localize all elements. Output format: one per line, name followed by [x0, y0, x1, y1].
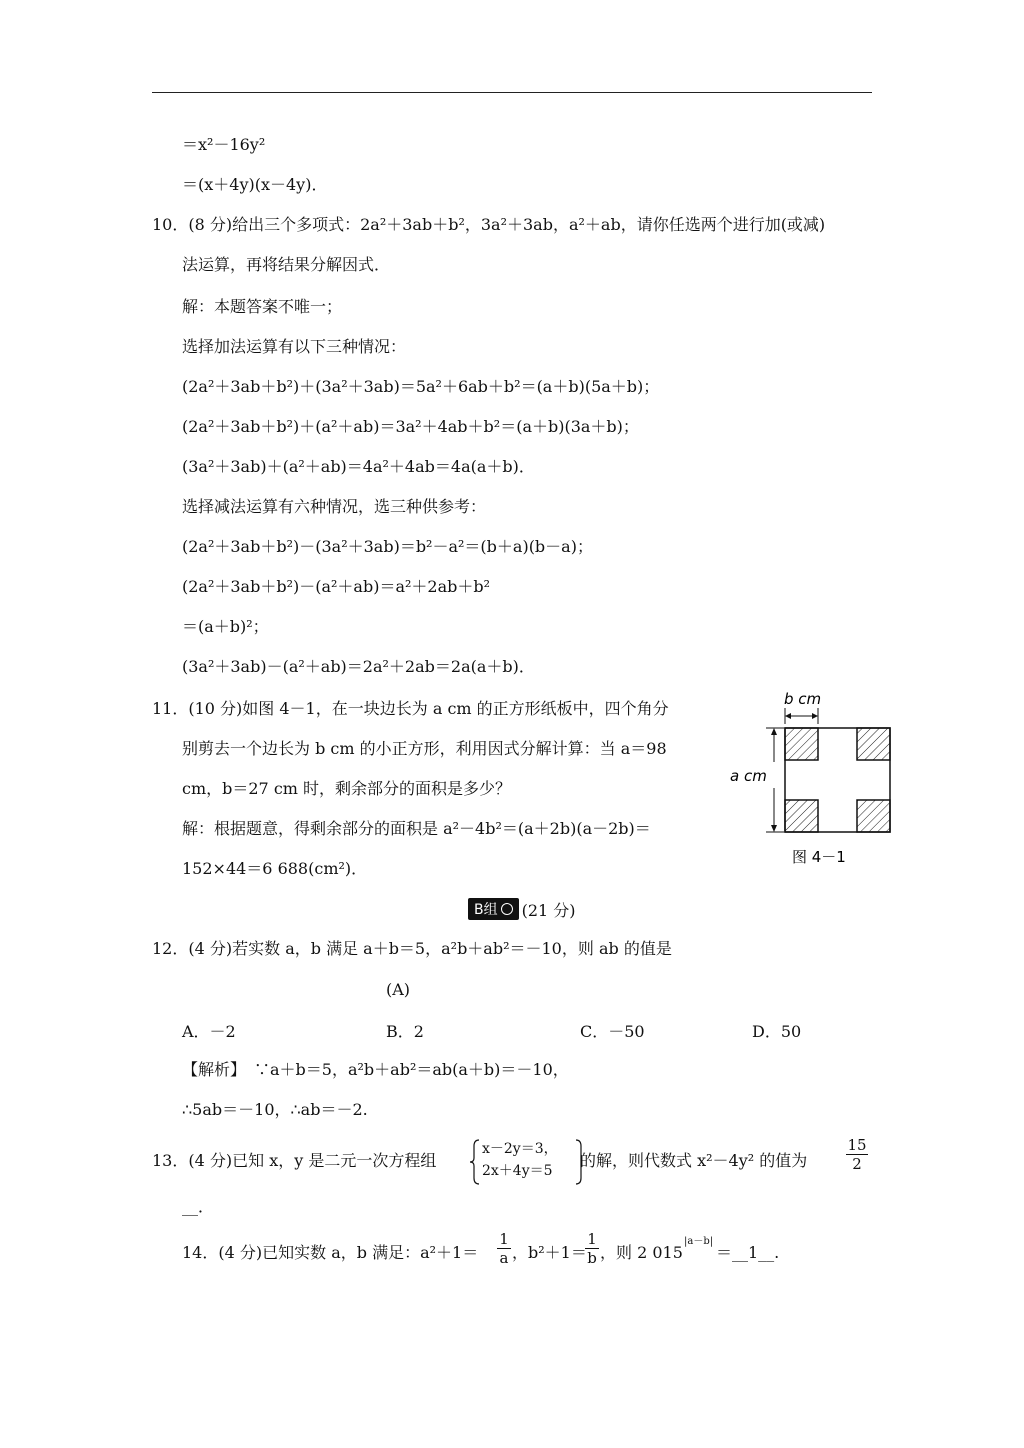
text-line: ＝(x＋4y)(x－4y)．: [182, 175, 328, 194]
figure-4-1: [728, 684, 898, 868]
q14-fraction-2: [585, 1230, 599, 1267]
figure-square-diagram: [728, 684, 898, 868]
fraction-numerator: 15: [847, 1136, 867, 1154]
q13-answer-fraction: [846, 1136, 868, 1173]
q14-fraction-1: [497, 1230, 511, 1267]
text-line: 的解，则代数式 x²－4y² 的值为: [580, 1151, 808, 1170]
corner-square-tl: [785, 728, 818, 760]
equation-2: 2x＋4y＝5: [482, 1163, 553, 1179]
text-line: ，b²＋1＝: [512, 1243, 587, 1262]
solution-line: ＝(a＋b)²；: [182, 617, 269, 636]
solution-line: 选择减法运算有六种情况，选三种供参考：: [182, 497, 487, 516]
equation-system: [470, 1138, 590, 1186]
text-line: ＝x²－16y²: [182, 135, 266, 154]
text-line: 别剪去一个边长为 b cm 的小正方形，利用因式分解计算：当 a＝98: [182, 739, 667, 758]
solution-line: 152×44＝6 688(cm²)．: [182, 859, 368, 878]
exponent: |a－b|: [684, 1236, 714, 1247]
choice-a: A．－2: [182, 1022, 236, 1041]
choice-b: B．2: [386, 1022, 424, 1041]
choice-c: C．－50: [580, 1022, 645, 1041]
text-line: ，则 2 015: [600, 1243, 683, 1262]
section-header: [468, 898, 576, 920]
section-badge-label: B组: [474, 902, 498, 918]
question-13: 13．(4 分)已知 x，y 是二元一次方程组: [152, 1151, 437, 1170]
answer-blank: __．: [182, 1197, 215, 1216]
text-line: 法运算，再将结果分解因式．: [182, 255, 391, 274]
fraction-denominator: 2: [852, 1155, 862, 1173]
section-badge: [468, 898, 519, 920]
corner-square-tr: [857, 728, 890, 760]
question-11: 11．(10 分)如图 4－1，在一块边长为 a cm 的正方形纸板中，四个角分: [152, 699, 669, 718]
solution-line: (2a²＋3ab＋b²)＋(3a²＋3ab)＝5a²＋6ab＋b²＝(a＋b)(5a＋b)；: [182, 377, 660, 396]
fraction-numerator: 1: [499, 1230, 509, 1248]
fraction-numerator: 1: [587, 1230, 597, 1248]
solution-line: 解：根据题意，得剩余部分的面积是 a²－4b²＝(a＋2b)(a－2b)＝: [182, 819, 651, 838]
question-12: 12．(4 分)若实数 a，b 满足 a＋b＝5，a²b＋ab²＝－10，则 ab 的值是: [152, 939, 672, 958]
figure-caption: 图 4－1: [792, 848, 846, 866]
section-points: (21 分): [521, 900, 576, 920]
clock-icon: [501, 903, 513, 915]
solution-line: (2a²＋3ab＋b²)＋(a²＋ab)＝3a²＋4ab＋b²＝(a＋b)(3a＋b)；: [182, 417, 639, 436]
solution-line: (3a²＋3ab)－(a²＋ab)＝2a²＋2ab＝2a(a＋b)．: [182, 657, 535, 676]
solution-line: 选择加法运算有以下三种情况：: [182, 337, 407, 356]
fraction-denominator: a: [499, 1249, 509, 1267]
question-10: 10．(8 分)给出三个多项式：2a²＋3ab＋b²，3a²＋3ab，a²＋ab，请你任选两个进行加(或减): [152, 215, 826, 234]
choice-d: D．50: [752, 1022, 802, 1041]
header-rule: [152, 92, 872, 93]
solution-line: (3a²＋3ab)＋(a²＋ab)＝4a²＋4ab＝4a(a＋b)．: [182, 457, 535, 476]
solution-line: (2a²＋3ab＋b²)－(3a²＋3ab)＝b²－a²＝(b＋a)(b－a)；: [182, 537, 593, 556]
choice-list: [182, 1019, 822, 1041]
equation-1: x－2y＝3，: [482, 1141, 558, 1157]
answer-bracket: (A): [386, 980, 411, 999]
text-line: cm，b＝27 cm 时，剩余部分的面积是多少？: [182, 779, 512, 798]
fraction-denominator: b: [587, 1249, 597, 1267]
analysis-line: ∴5ab＝－10，∴ab＝－2.: [182, 1100, 368, 1119]
question-14: 14．(4 分)已知实数 a，b 满足：a²＋1＝: [182, 1243, 479, 1262]
solution-line: (2a²＋3ab＋b²)－(a²＋ab)＝a²＋2ab＋b²: [182, 577, 491, 596]
solution-line: 解：本题答案不唯一；: [182, 297, 343, 316]
figure-top-label: b cm: [784, 690, 822, 708]
figure-left-label: a cm: [730, 767, 767, 785]
analysis-line: 【解析】 ∵a＋b＝5，a²b＋ab²＝ab(a＋b)＝－10，: [182, 1060, 569, 1079]
corner-square-bl: [785, 800, 818, 832]
corner-square-br: [857, 800, 890, 832]
answer-blank: ＝__1__.: [716, 1243, 780, 1262]
